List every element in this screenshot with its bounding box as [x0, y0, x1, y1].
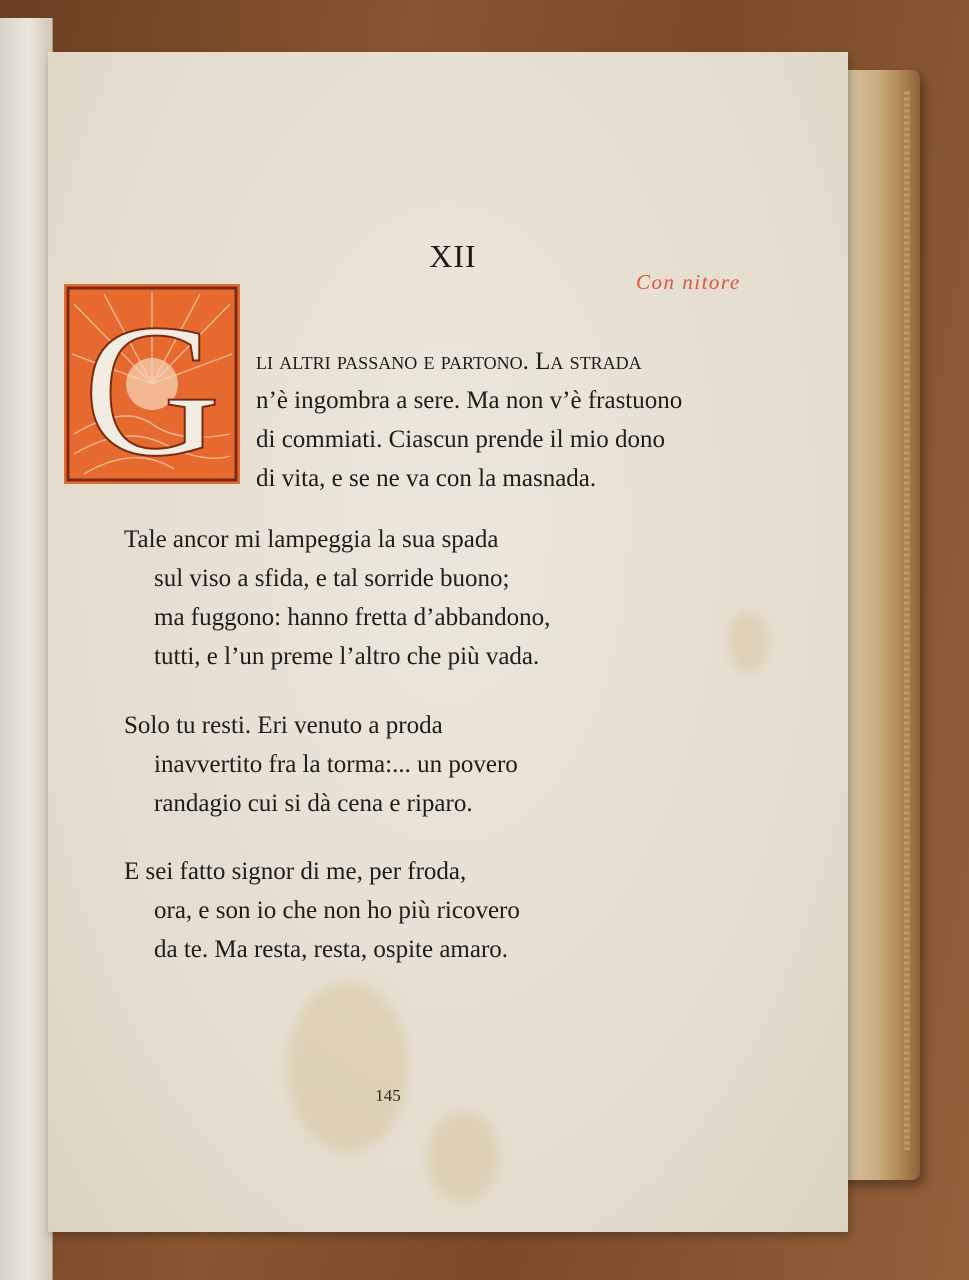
verse-line: ora, e son io che non ho più ricovero [154, 897, 520, 924]
verse-line-text: li altri passano e partono. La strada [256, 348, 642, 375]
stanza-4 [124, 852, 520, 969]
verse-line: Tale ancor mi lampeggia la sua spada [124, 526, 499, 553]
tempo-marking: Con nitore [636, 270, 741, 294]
paper-stain [728, 612, 768, 672]
paper-stain [288, 982, 408, 1152]
initial-letter: G [83, 286, 221, 484]
verse-line: inavvertito fra la torma:... un povero [154, 751, 518, 778]
verse-line: Solo tu resti. Eri venuto a proda [124, 712, 443, 739]
verse-line: E sei fatto signor di me, per froda, [124, 858, 467, 885]
verse-line: sul viso a sfida, e tal sorride buono; [154, 565, 510, 592]
verse-line: ma fuggono: hanno fretta d’abbandono, [154, 604, 551, 631]
paper-stain [428, 1112, 498, 1202]
verse-line: di commiati. Ciascun prende il mio dono [256, 426, 665, 453]
verse-line [256, 342, 682, 381]
verse-line: n’è ingombra a sere. Ma non v’è frastuono [256, 387, 683, 414]
decorated-initial-g [64, 284, 240, 484]
book-page [48, 52, 848, 1232]
facing-page-edge [0, 18, 53, 1280]
verse-line: tutti, e l’un preme l’altro che più vada. [154, 643, 540, 670]
verse-line: di vita, e se ne va con la masnada. [256, 465, 597, 492]
chapter-title: XII [429, 238, 477, 274]
verse-line: randagio cui si dà cena e riparo. [154, 790, 473, 817]
verse-line: da te. Ma resta, resta, ospite amaro. [154, 936, 509, 963]
woodcut-initial-icon [64, 284, 240, 484]
page-number: 145 [375, 1086, 401, 1105]
stanza-3 [124, 706, 518, 823]
stanza-1 [256, 342, 682, 498]
stanza-2 [124, 520, 550, 676]
